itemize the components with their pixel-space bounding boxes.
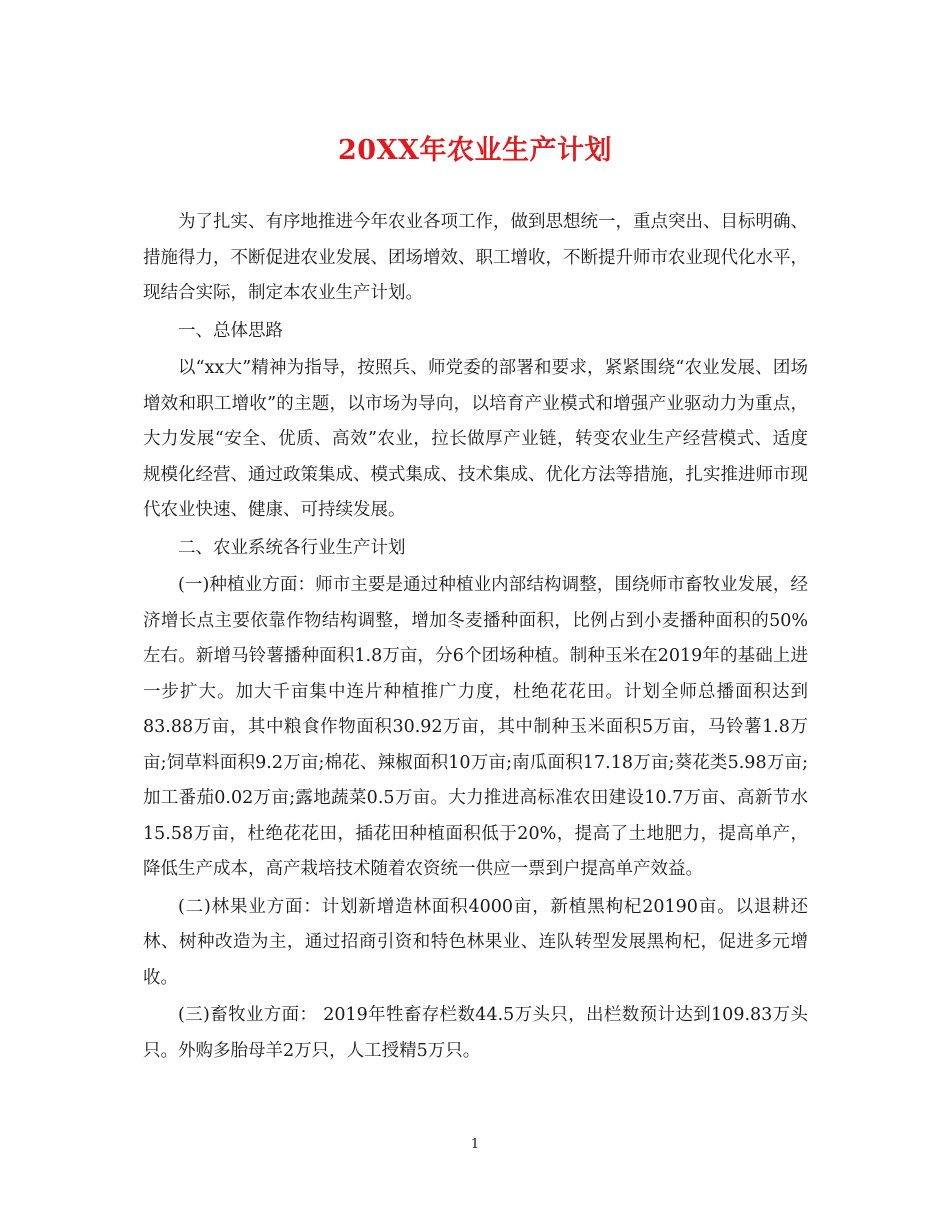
section-heading-overall-approach: 一、总体思路 xyxy=(178,320,283,341)
planting-paragraph: (一)种植业方面：师市主要是通过种植业内部结构调整，围绕师市畜牧业发展，经济增长点主要依靠作物结构调整，增加冬麦播种面积，比例占到小麦播种面积的50%左右。新增马铃薯播种面积1.8万亩，分6个团场种植。制种玉米在2019年的基础上进一步扩大。加大千亩集中连片种植推广力度，杜绝花花田。计划全师总播面积达到83.88万亩，其中粮食作物面积30.92万亩，其中制种玉米面积5万亩，马铃薯1.8万亩;饲草料面积9.2万亩;棉花、辣椒面积10万亩;南瓜面积17.18万亩;葵花类5.98万亩;加工番茄0.02万亩;露地蔬菜0.5万亩。大力推进高标准农田建设10.7万亩、高新节水15.58万亩，杜绝花花田，插花田种植面积低于20%，提高了土地肥力，提高单产，降低生产成本，高产栽培技术随着农资统一供应一票到户提高单产效益。 xyxy=(143,575,808,879)
intro-paragraph: 为了扎实、有序地推进今年农业各项工作，做到思想统一，重点突出、目标明确、措施得力，不断促进农业发展、团场增效、职工增收，不断提升师市农业现代化水平，现结合实际，制定本农业生产计划。 xyxy=(143,212,808,303)
page-number: 1 xyxy=(470,1137,480,1152)
livestock-paragraph: (三)畜牧业方面： 2019年牲畜存栏数44.5万头只，出栏数预计达到109.83万头只。外购多胎母羊2万只，人工授精5万只。 xyxy=(143,1005,808,1061)
section-heading-industry-plans: 二、农业系统各行业生产计划 xyxy=(178,537,406,558)
forestry-paragraph: (二)林果业方面：计划新增造林面积4000亩，新植黑枸杞20190亩。以退耕还林、树种改造为主，通过招商引资和特色林果业、连队转型发展黑枸杞，促进多元增收。 xyxy=(143,896,808,988)
overall-approach-paragraph: 以“xx大”精神为指导，按照兵、师党委的部署和要求，紧紧围绕“农业发展、团场增效和职工增收”的主题，以市场为导向，以培育产业模式和增强产业驱动力为重点，大力发展“安全、优质、高效”农业，拉长做厚产业链，转变农业生产经营模式、适度规模化经营、通过政策集成、模式集成、技术集成、优化方法等措施，扎实推进师市现代农业快速、健康、可持续发展。 xyxy=(143,358,808,520)
document-body xyxy=(143,205,808,1071)
document-title: 20XX年农业生产计划 xyxy=(338,135,612,166)
